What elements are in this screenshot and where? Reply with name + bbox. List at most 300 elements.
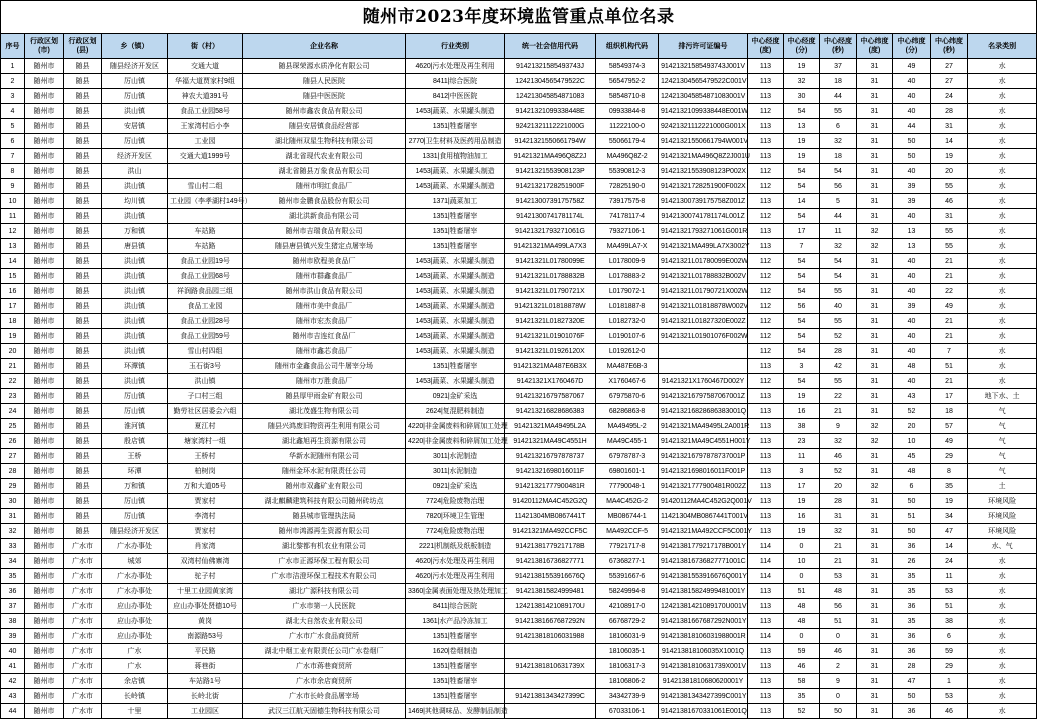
cell-longitude-minute: 51	[784, 584, 820, 599]
table-row	[1, 179, 1037, 194]
cell-credit-code: 91420112MA4C452G2Q	[505, 494, 596, 509]
cell-admin-county: 随县	[64, 344, 102, 359]
cell-credit-code: 914213216828686383	[505, 404, 596, 419]
cell-longitude-second: 51	[820, 614, 857, 629]
cell-admin-city: 随州市	[25, 284, 64, 299]
cell-credit-code: 12421381421089170U	[505, 599, 596, 614]
cell-admin-city: 随州市	[25, 404, 64, 419]
cell-longitude-degree: 113	[748, 359, 784, 374]
cell-street-village: 食品工业园68号	[168, 269, 243, 284]
table-row	[1, 254, 1037, 269]
cell-directory-category: 水	[968, 134, 1037, 149]
table-row	[1, 389, 1037, 404]
cell-organization-code: 58549374-3	[596, 59, 659, 74]
cell-permit-number: 91421321MA492CCF5C001Y	[659, 524, 748, 539]
cell-latitude-second: 31	[931, 209, 968, 224]
cell-industry-category: 1351|牲畜屠宰	[406, 119, 505, 134]
cell-latitude-second: 55	[931, 179, 968, 194]
cell-longitude-second: 32	[820, 524, 857, 539]
cell-latitude-second: 8	[931, 464, 968, 479]
cell-serial-number: 33	[1, 539, 25, 554]
cell-longitude-second: 32	[820, 434, 857, 449]
cell-organization-code: MA496Q8Z-2	[596, 149, 659, 164]
cell-longitude-degree: 113	[748, 389, 784, 404]
cell-admin-county: 随县	[64, 194, 102, 209]
cell-directory-category: 水	[968, 314, 1037, 329]
cell-credit-code: 91421321L01790721X	[505, 284, 596, 299]
cell-directory-category: 气	[968, 464, 1037, 479]
cell-enterprise-name: 湖北茂盛生物有限公司	[243, 404, 406, 419]
cell-longitude-minute: 23	[784, 434, 820, 449]
cell-organization-code: 42108917-0	[596, 599, 659, 614]
cell-longitude-second: 54	[820, 269, 857, 284]
cell-admin-city: 随州市	[25, 644, 64, 659]
cell-longitude-minute: 19	[784, 149, 820, 164]
cell-enterprise-name: 随州市洪山食品有限公司	[243, 284, 406, 299]
cell-serial-number: 20	[1, 344, 25, 359]
cell-enterprise-name: 广水市第一人民医院	[243, 599, 406, 614]
cell-latitude-minute: 36	[893, 539, 931, 554]
cell-permit-number: 91421321MA49C4551H001Y	[659, 434, 748, 449]
cell-organization-code: 77921717-8	[596, 539, 659, 554]
cell-admin-city: 随州市	[25, 494, 64, 509]
cell-permit-number	[659, 359, 748, 374]
table-row	[1, 629, 1037, 644]
cell-serial-number: 15	[1, 269, 25, 284]
cell-directory-category: 水	[968, 224, 1037, 239]
cell-latitude-second: 49	[931, 434, 968, 449]
cell-industry-category: 1453|蔬菜、水果罐头制造	[406, 284, 505, 299]
cell-township: 环潭	[102, 464, 168, 479]
cell-serial-number: 34	[1, 554, 25, 569]
cell-longitude-minute: 54	[784, 314, 820, 329]
cell-longitude-degree: 113	[748, 134, 784, 149]
cell-longitude-second: 0	[820, 689, 857, 704]
cell-permit-number: 914213216797587067001Z	[659, 389, 748, 404]
cell-longitude-minute: 0	[784, 629, 820, 644]
cell-organization-code: MA49495L-2	[596, 419, 659, 434]
cell-permit-number: 12421304565479522C001V	[659, 74, 748, 89]
cell-longitude-minute: 19	[784, 59, 820, 74]
cell-serial-number: 38	[1, 614, 25, 629]
cell-township: 洪山镇	[102, 344, 168, 359]
cell-longitude-minute: 19	[784, 494, 820, 509]
cell-latitude-second: 47	[931, 524, 968, 539]
cell-organization-code: L0179072-1	[596, 284, 659, 299]
cell-street-village: 王桥村	[168, 449, 243, 464]
cell-industry-category: 0921|金矿采选	[406, 479, 505, 494]
cell-enterprise-name: 广水市正源环保工程有限公司	[243, 554, 406, 569]
cell-latitude-degree: 31	[857, 569, 893, 584]
cell-admin-county: 随县	[64, 449, 102, 464]
cell-admin-city: 随州市	[25, 329, 64, 344]
cell-latitude-minute: 43	[893, 389, 931, 404]
cell-latitude-minute: 51	[893, 509, 931, 524]
cell-longitude-minute: 54	[784, 344, 820, 359]
cell-latitude-second: 24	[931, 554, 968, 569]
cell-latitude-minute: 45	[893, 449, 931, 464]
cell-enterprise-name: 随州市金鑫食品公司牛屠宰分场	[243, 359, 406, 374]
cell-organization-code: X1760467-6	[596, 374, 659, 389]
cell-permit-number: 91421321777900481R002Z	[659, 479, 748, 494]
cell-serial-number: 23	[1, 389, 25, 404]
cell-longitude-second: 40	[820, 299, 857, 314]
cell-serial-number: 24	[1, 404, 25, 419]
cell-latitude-minute: 39	[893, 179, 931, 194]
cell-credit-code: 91421321793271061G	[505, 224, 596, 239]
cell-longitude-second: 5	[820, 194, 857, 209]
cell-longitude-second: 53	[820, 569, 857, 584]
cell-longitude-degree: 113	[748, 434, 784, 449]
column-header-permit-number: 排污许可证编号	[659, 34, 748, 59]
cell-latitude-degree: 31	[857, 59, 893, 74]
table-row	[1, 614, 1037, 629]
cell-township: 均川镇	[102, 194, 168, 209]
cell-longitude-minute: 19	[784, 134, 820, 149]
cell-permit-number: 91421321550661794W001V	[659, 134, 748, 149]
cell-longitude-minute: 3	[784, 359, 820, 374]
cell-industry-category: 7724|危险废物治理	[406, 494, 505, 509]
cell-latitude-degree: 31	[857, 269, 893, 284]
cell-admin-city: 随州市	[25, 614, 64, 629]
cell-longitude-minute: 17	[784, 479, 820, 494]
table-row	[1, 284, 1037, 299]
cell-latitude-minute: 20	[893, 419, 931, 434]
table-title: 随州市2023年度环境监管重点单位名录	[1, 1, 1037, 34]
cell-latitude-degree: 31	[857, 359, 893, 374]
cell-credit-code: 91421321L01827320E	[505, 314, 596, 329]
cell-directory-category: 水	[968, 599, 1037, 614]
cell-latitude-second: 21	[931, 329, 968, 344]
cell-enterprise-name: 随州市吉瑞食品有限公司	[243, 224, 406, 239]
cell-industry-category: 1453|蔬菜、水果罐头制造	[406, 164, 505, 179]
cell-directory-category: 水	[968, 569, 1037, 584]
cell-longitude-minute: 17	[784, 224, 820, 239]
cell-latitude-second: 49	[931, 299, 968, 314]
cell-admin-city: 随州市	[25, 314, 64, 329]
cell-township: 长岭镇	[102, 689, 168, 704]
cell-latitude-second: 59	[931, 644, 968, 659]
column-header-latitude-second: 中心纬度(秒)	[931, 34, 968, 59]
cell-permit-number: 91421321MA496Q8Z2J001U	[659, 149, 748, 164]
cell-longitude-degree: 113	[748, 419, 784, 434]
cell-street-village: 祥润路食品园三组	[168, 284, 243, 299]
cell-enterprise-name: 湖北随州双星生物科技有限公司	[243, 134, 406, 149]
cell-township: 厉山镇	[102, 134, 168, 149]
cell-latitude-minute: 40	[893, 104, 931, 119]
cell-township: 厉山镇	[102, 404, 168, 419]
cell-street-village: 肖家湾	[168, 539, 243, 554]
cell-enterprise-name: 广水市洁澄环保工程技术有限公司	[243, 569, 406, 584]
cell-admin-county: 广水市	[64, 674, 102, 689]
cell-organization-code: 55066179-4	[596, 134, 659, 149]
table-row	[1, 314, 1037, 329]
cell-longitude-degree: 113	[748, 464, 784, 479]
cell-directory-category: 水	[968, 104, 1037, 119]
table-row	[1, 359, 1037, 374]
cell-longitude-second: 50	[820, 704, 857, 719]
cell-latitude-second: 57	[931, 419, 968, 434]
cell-industry-category: 1453|蔬菜、水果罐头制造	[406, 104, 505, 119]
cell-latitude-minute: 35	[893, 614, 931, 629]
cell-longitude-second: 54	[820, 254, 857, 269]
cell-permit-number: 92421321112221000G001X	[659, 119, 748, 134]
cell-credit-code: 91421321L01818878W	[505, 299, 596, 314]
column-header-latitude-minute: 中心纬度(分)	[893, 34, 931, 59]
cell-street-village: 食品工业园58号	[168, 104, 243, 119]
cell-latitude-minute: 35	[893, 569, 931, 584]
cell-street-village: 工业园（李孝湖村149号）	[168, 194, 243, 209]
cell-organization-code: 67033106-1	[596, 704, 659, 719]
cell-latitude-second: 38	[931, 614, 968, 629]
cell-admin-county: 随县	[64, 524, 102, 539]
cell-longitude-degree: 113	[748, 224, 784, 239]
cell-street-village: 交通大道1999号	[168, 149, 243, 164]
cell-street-village: 万和大道05号	[168, 479, 243, 494]
cell-admin-city: 随州市	[25, 674, 64, 689]
cell-industry-category: 8411|综合医院	[406, 599, 505, 614]
cell-industry-category: 1371|蔬菜加工	[406, 194, 505, 209]
cell-latitude-degree: 31	[857, 629, 893, 644]
cell-latitude-second: 29	[931, 659, 968, 674]
cell-longitude-minute: 7	[784, 239, 820, 254]
cell-latitude-minute: 26	[893, 554, 931, 569]
cell-latitude-second: 21	[931, 314, 968, 329]
cell-longitude-second: 55	[820, 284, 857, 299]
cell-longitude-second: 32	[820, 134, 857, 149]
cell-admin-city: 随州市	[25, 119, 64, 134]
cell-permit-number: 914213816736827771001C	[659, 554, 748, 569]
cell-industry-category: 1331|食用植物油加工	[406, 149, 505, 164]
cell-latitude-second: 29	[931, 449, 968, 464]
cell-township: 洪山镇	[102, 314, 168, 329]
cell-directory-category: 水	[968, 299, 1037, 314]
cell-directory-category: 气	[968, 419, 1037, 434]
cell-longitude-minute: 54	[784, 284, 820, 299]
cell-street-village: 长岭北街	[168, 689, 243, 704]
cell-latitude-second: 18	[931, 404, 968, 419]
cell-directory-category: 水	[968, 59, 1037, 74]
cell-enterprise-name: 湖北洪新食品有限公司	[243, 209, 406, 224]
cell-admin-city: 随州市	[25, 599, 64, 614]
cell-serial-number: 29	[1, 479, 25, 494]
table-row	[1, 464, 1037, 479]
cell-enterprise-name: 随州市明红食品厂	[243, 179, 406, 194]
cell-street-village: 食品工业园28号	[168, 314, 243, 329]
cell-serial-number: 35	[1, 569, 25, 584]
cell-street-village: 玉石街3号	[168, 359, 243, 374]
column-header-row	[1, 34, 1037, 59]
cell-enterprise-name: 随州市欧程美食品厂	[243, 254, 406, 269]
table-row	[1, 674, 1037, 689]
cell-serial-number: 6	[1, 134, 25, 149]
cell-longitude-degree: 113	[748, 89, 784, 104]
cell-directory-category: 水	[968, 239, 1037, 254]
cell-longitude-minute: 19	[784, 524, 820, 539]
cell-longitude-minute: 14	[784, 194, 820, 209]
table-row	[1, 134, 1037, 149]
cell-latitude-minute: 50	[893, 524, 931, 539]
cell-admin-city: 随州市	[25, 449, 64, 464]
cell-organization-code: 72825190-0	[596, 179, 659, 194]
table-row	[1, 539, 1037, 554]
cell-serial-number: 30	[1, 494, 25, 509]
cell-longitude-degree: 112	[748, 374, 784, 389]
cell-township: 广水办事处	[102, 539, 168, 554]
cell-longitude-degree: 113	[748, 704, 784, 719]
cell-enterprise-name: 随州市群鑫食品厂	[243, 269, 406, 284]
cell-industry-category: 4620|污水处理及再生利用	[406, 569, 505, 584]
cell-street-village: 南源路53号	[168, 629, 243, 644]
cell-township: 厉山镇	[102, 509, 168, 524]
table-row	[1, 269, 1037, 284]
cell-street-village: 平民路	[168, 644, 243, 659]
cell-street-village: 雪山村二组	[168, 179, 243, 194]
cell-admin-city: 随州市	[25, 659, 64, 674]
cell-admin-county: 随县	[64, 494, 102, 509]
cell-permit-number: 91421381667687292N001Y	[659, 614, 748, 629]
cell-street-village: 食品工业园	[168, 299, 243, 314]
cell-credit-code: 914213818106031988	[505, 629, 596, 644]
cell-permit-number: 91421321698016011F001P	[659, 464, 748, 479]
cell-longitude-degree: 112	[748, 344, 784, 359]
cell-organization-code: 09933844-8	[596, 104, 659, 119]
cell-permit-number: 914213815824999481001Y	[659, 584, 748, 599]
cell-permit-number: 11421304MB0867441T001V	[659, 509, 748, 524]
cell-industry-category: 1453|蔬菜、水果罐头制造	[406, 299, 505, 314]
cell-longitude-degree: 114	[748, 569, 784, 584]
cell-industry-category: 1453|蔬菜、水果罐头制造	[406, 314, 505, 329]
cell-latitude-second: 17	[931, 389, 968, 404]
table-row	[1, 689, 1037, 704]
cell-credit-code: 11421304MB0867441T	[505, 509, 596, 524]
cell-permit-number: 91421381343427399C001Y	[659, 689, 748, 704]
cell-credit-code: 91421381343427399C	[505, 689, 596, 704]
cell-admin-city: 随州市	[25, 179, 64, 194]
cell-longitude-second: 20	[820, 479, 857, 494]
cell-admin-county: 随县	[64, 269, 102, 284]
cell-enterprise-name: 湖北广源科技有限公司	[243, 584, 406, 599]
cell-organization-code: 73917575-8	[596, 194, 659, 209]
cell-latitude-degree: 31	[857, 74, 893, 89]
cell-industry-category: 7820|环境卫生管理	[406, 509, 505, 524]
cell-serial-number: 2	[1, 74, 25, 89]
cell-industry-category: 3360|金属表面处理及热处理加工	[406, 584, 505, 599]
cell-longitude-second: 22	[820, 389, 857, 404]
cell-industry-category: 7724|危险废物治理	[406, 524, 505, 539]
cell-latitude-second: 53	[931, 689, 968, 704]
table-row	[1, 59, 1037, 74]
cell-industry-category: 1620|卷烟制造	[406, 644, 505, 659]
cell-latitude-minute: 36	[893, 644, 931, 659]
cell-permit-number: 914213216797878737001P	[659, 449, 748, 464]
cell-longitude-degree: 112	[748, 299, 784, 314]
cell-longitude-minute: 16	[784, 404, 820, 419]
cell-longitude-degree: 113	[748, 239, 784, 254]
column-header-industry-category: 行业类别	[406, 34, 505, 59]
cell-longitude-minute: 3	[784, 464, 820, 479]
cell-latitude-second: 51	[931, 599, 968, 614]
cell-street-village: 塘家湾村一组	[168, 434, 243, 449]
cell-longitude-minute: 16	[784, 509, 820, 524]
cell-serial-number: 3	[1, 89, 25, 104]
cell-serial-number: 18	[1, 314, 25, 329]
cell-township: 洪山镇	[102, 374, 168, 389]
cell-enterprise-name: 随州市鑫芯食品厂	[243, 344, 406, 359]
cell-latitude-second: 27	[931, 59, 968, 74]
table-row	[1, 419, 1037, 434]
cell-street-village: 夏江村	[168, 419, 243, 434]
cell-longitude-second: 11	[820, 224, 857, 239]
cell-longitude-minute: 19	[784, 389, 820, 404]
cell-latitude-degree: 31	[857, 344, 893, 359]
cell-longitude-second: 18	[820, 74, 857, 89]
cell-longitude-minute: 54	[784, 209, 820, 224]
cell-latitude-degree: 31	[857, 284, 893, 299]
cell-longitude-degree: 113	[748, 479, 784, 494]
cell-directory-category: 气	[968, 449, 1037, 464]
cell-latitude-second: 51	[931, 359, 968, 374]
cell-longitude-degree: 113	[748, 614, 784, 629]
cell-latitude-degree: 31	[857, 209, 893, 224]
cell-credit-code: 91421300741781174L	[505, 209, 596, 224]
cell-directory-category: 水、气	[968, 539, 1037, 554]
cell-enterprise-name: 随县琛荣源水质净化有限公司	[243, 59, 406, 74]
cell-admin-city: 随州市	[25, 164, 64, 179]
cell-longitude-degree: 112	[748, 284, 784, 299]
cell-credit-code	[505, 704, 596, 719]
cell-enterprise-name: 湖北省随县万象食品有限公司	[243, 164, 406, 179]
table-row	[1, 434, 1037, 449]
cell-serial-number: 14	[1, 254, 25, 269]
cell-latitude-second: 27	[931, 74, 968, 89]
cell-admin-city: 随州市	[25, 149, 64, 164]
cell-longitude-degree: 112	[748, 209, 784, 224]
table-row	[1, 704, 1037, 719]
cell-credit-code: 91421321777900481R	[505, 479, 596, 494]
cell-longitude-second: 37	[820, 59, 857, 74]
cell-latitude-minute: 40	[893, 374, 931, 389]
cell-admin-city: 随州市	[25, 509, 64, 524]
cell-serial-number: 9	[1, 179, 25, 194]
cell-longitude-degree: 113	[748, 659, 784, 674]
cell-street-village: 黄岗	[168, 614, 243, 629]
cell-latitude-minute: 39	[893, 299, 931, 314]
cell-credit-code	[505, 644, 596, 659]
cell-organization-code: 69801601-1	[596, 464, 659, 479]
cell-longitude-degree: 114	[748, 629, 784, 644]
cell-longitude-degree: 112	[748, 164, 784, 179]
cell-admin-city: 随州市	[25, 419, 64, 434]
cell-street-village: 交通大道	[168, 59, 243, 74]
cell-directory-category: 水	[968, 74, 1037, 89]
cell-enterprise-name: 随州金环水泥有限责任公司	[243, 464, 406, 479]
column-header-latitude-degree: 中心纬度(度)	[857, 34, 893, 59]
cell-industry-category: 4620|污水处理及再生利用	[406, 554, 505, 569]
cell-latitude-minute: 50	[893, 134, 931, 149]
cell-admin-county: 随县	[64, 359, 102, 374]
cell-township: 殷店镇	[102, 434, 168, 449]
cell-credit-code: 91421300739175758Z	[505, 194, 596, 209]
table-row	[1, 194, 1037, 209]
cell-credit-code: 91421321MA496Q8Z2J	[505, 149, 596, 164]
cell-organization-code: 11222100-0	[596, 119, 659, 134]
cell-admin-city: 随州市	[25, 434, 64, 449]
cell-credit-code: 12421304565479522C	[505, 74, 596, 89]
table-row	[1, 659, 1037, 674]
cell-serial-number: 25	[1, 419, 25, 434]
cell-admin-county: 随县	[64, 224, 102, 239]
